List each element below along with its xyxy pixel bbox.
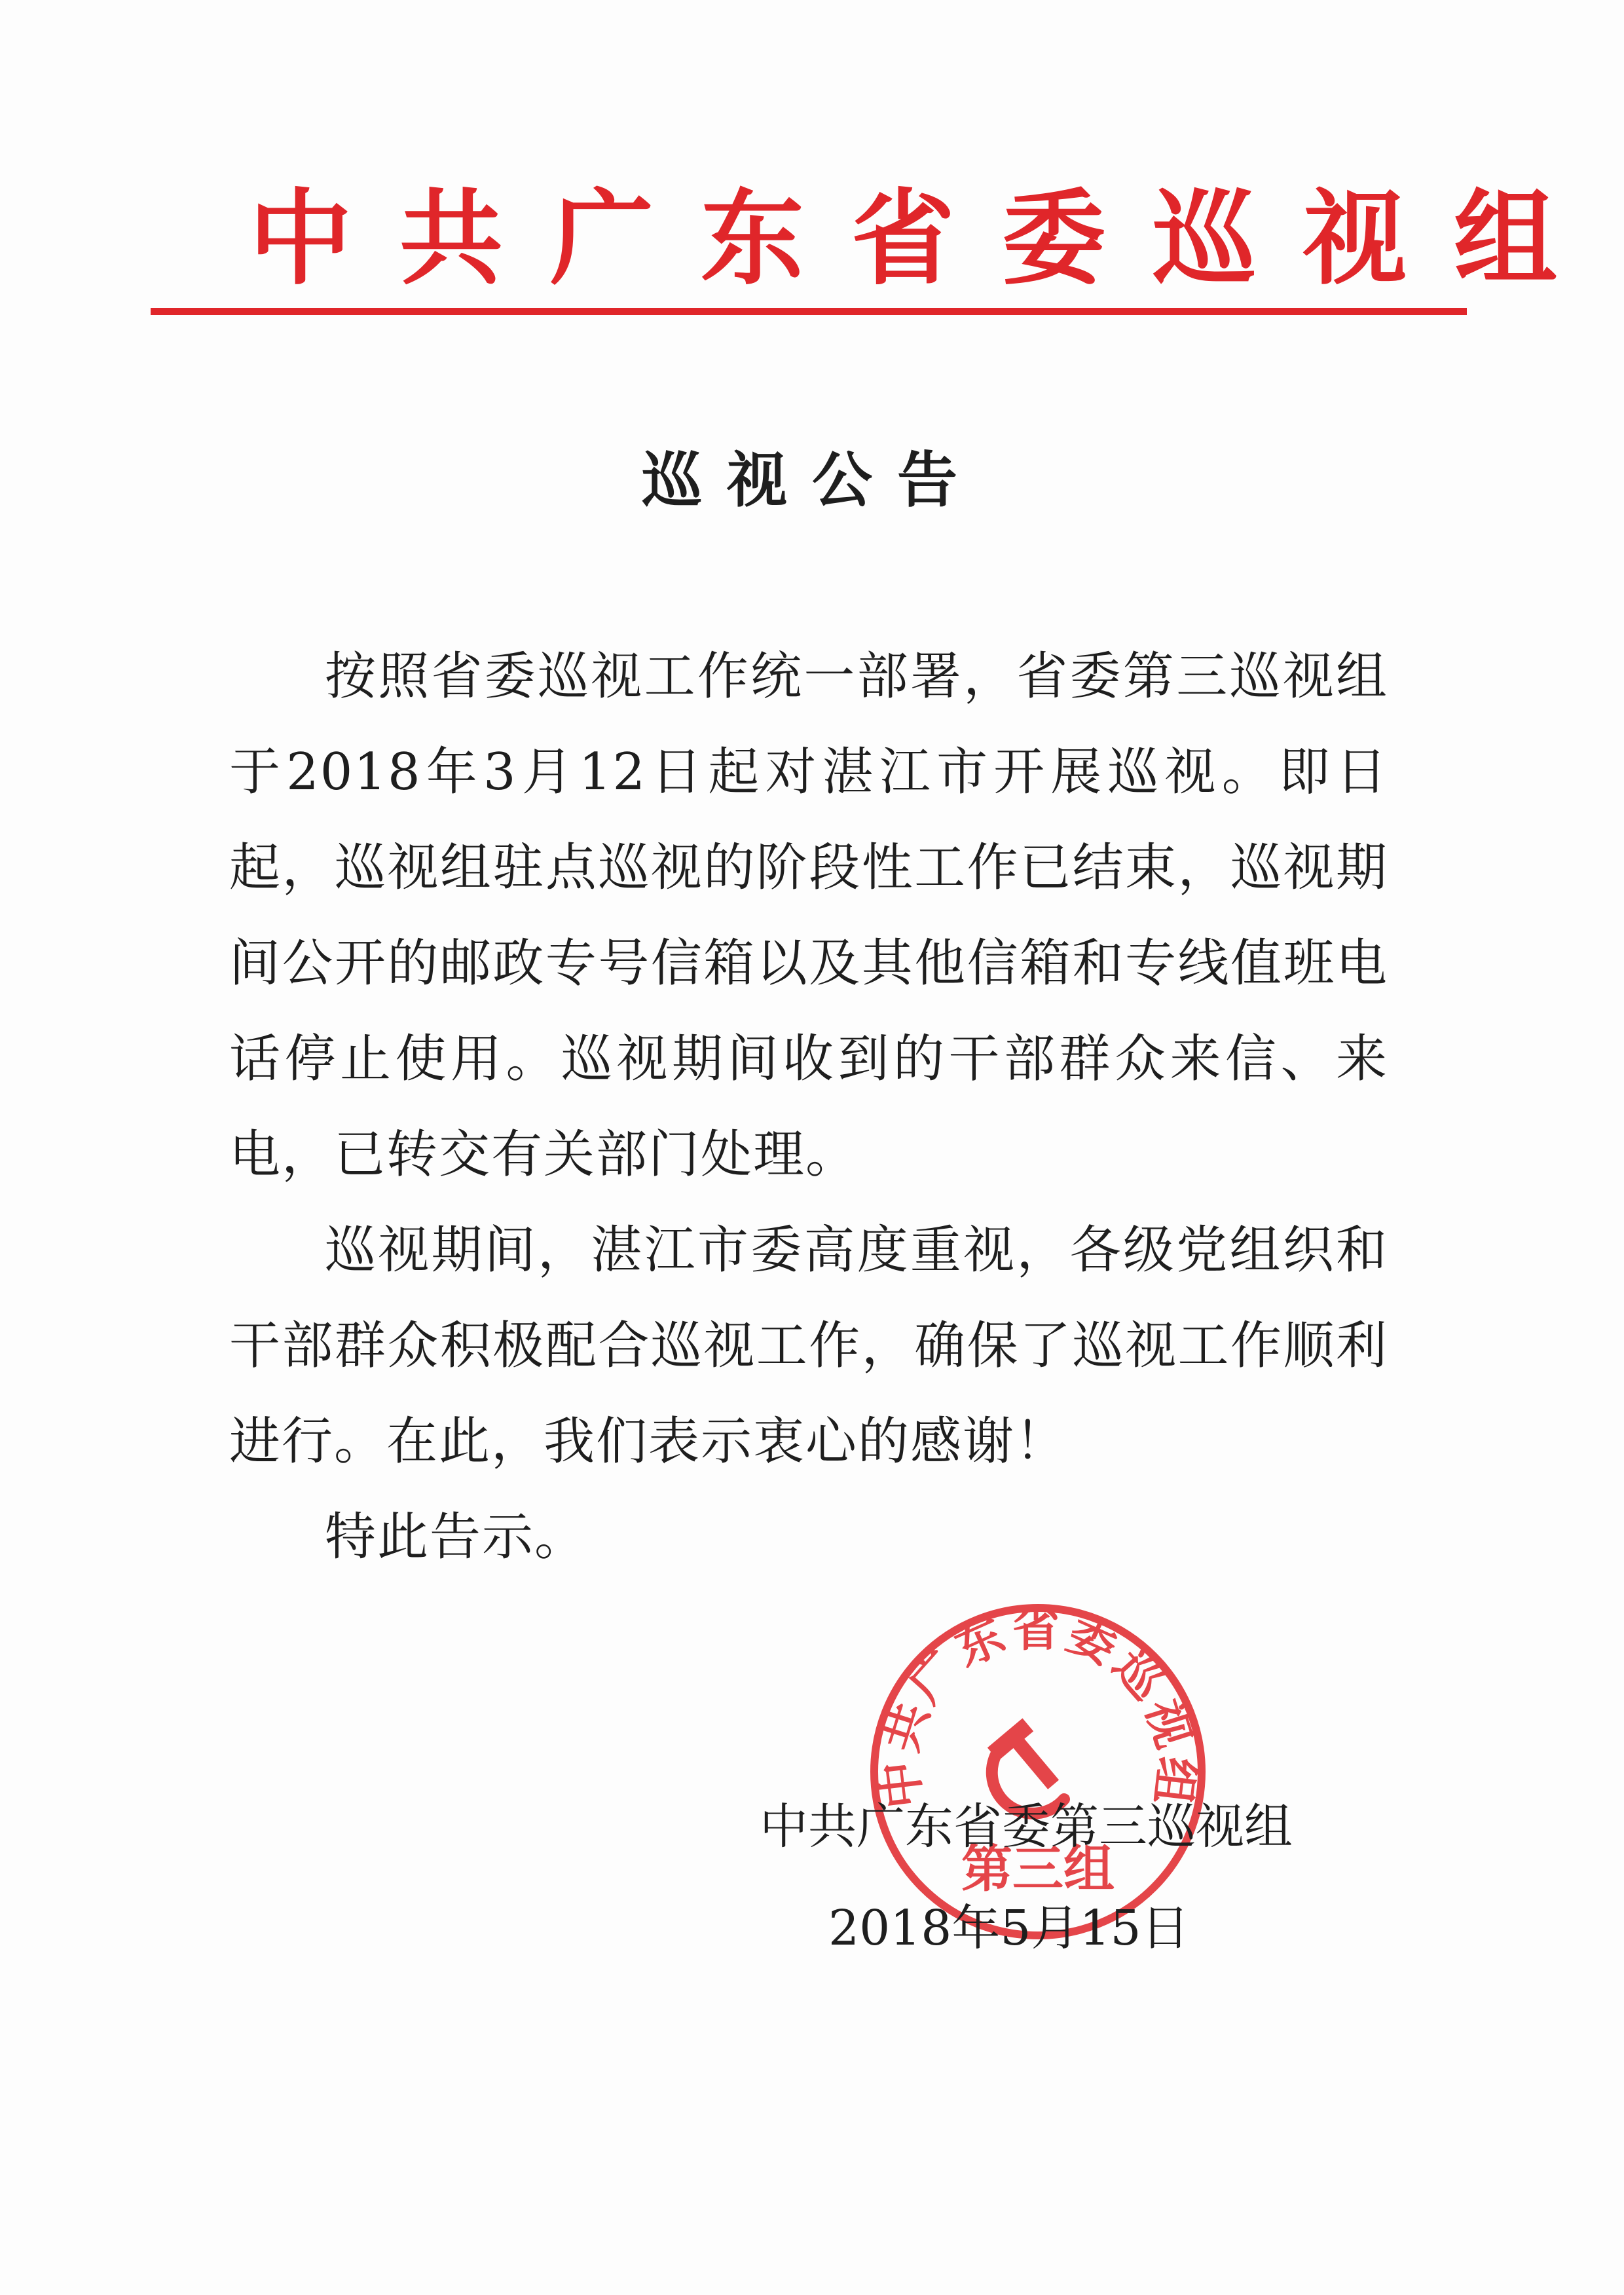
document-title: 巡视公告 bbox=[641, 445, 982, 515]
seal-ring-text: 中共广东省委巡视组 bbox=[870, 1601, 1206, 1812]
body-paragraph-3: 特此告示。 bbox=[325, 1508, 587, 1567]
body-paragraph-1: 按照省委巡视工作统一部署，省委第三巡视组于2018年3月12日起对湛江市开展巡视。即日起，巡视组驻点巡视的阶段性工作已结束，巡视期间公开的邮政专号信箱以及其他信箱和专线值班电话停止使用。巡视期间收到的干部群众来信、来电，已转交有关部门处理。 bbox=[229, 647, 1388, 1184]
masthead-title: 中共广东省委巡视组 bbox=[249, 178, 1604, 299]
seal-center-text: 第三组 bbox=[961, 1839, 1115, 1899]
svg-text:中共广东省委巡视组 bbox=[870, 1601, 1206, 1811]
body-paragraph-2: 巡视期间，湛江市委高度重视，各级党组织和干部群众积极配合巡视工作，确保了巡视工作顺利进行。在此，我们表示衷心的感谢！ bbox=[229, 1221, 1388, 1471]
document-body bbox=[229, 629, 1388, 1585]
signature-organization: 中共广东省委第三巡视组 bbox=[760, 1799, 1293, 1855]
signature-date: 2018年5月15日 bbox=[828, 1900, 1190, 1956]
masthead-red-rule bbox=[151, 308, 1467, 315]
